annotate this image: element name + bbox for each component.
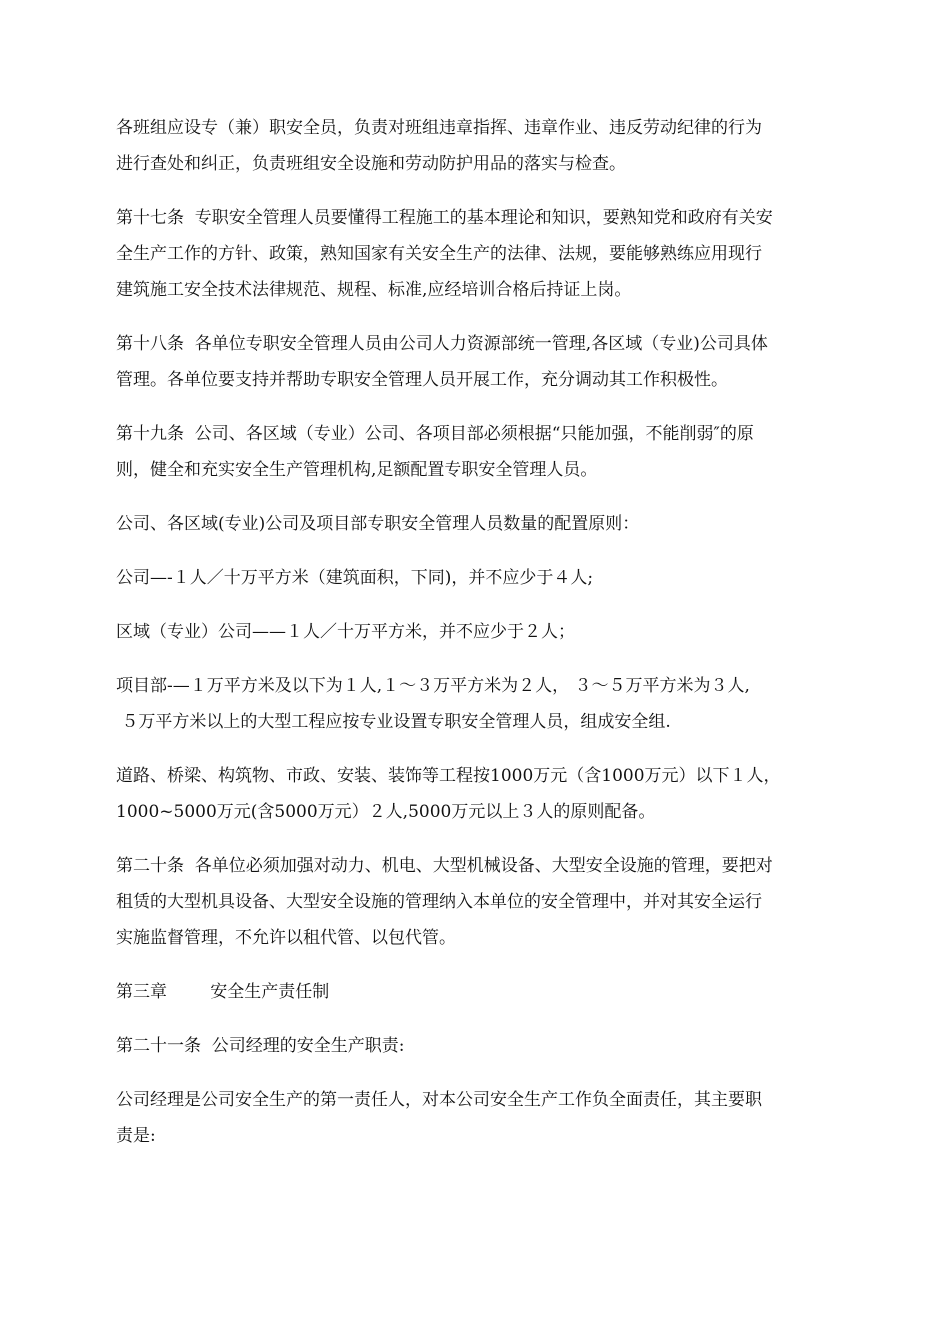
text-line: 第十八条 各单位专职安全管理人员由公司人力资源部统一管理,各区域（专业)公司具体 [116,334,768,354]
text-line: 建筑施工安全技术法律规范、规程、标准,应经培训合格后持证上岗。 [116,280,632,300]
paragraph [116,974,846,1010]
text-line: 实施监督管理，不允许以租代管、以包代管。 [116,928,456,948]
paragraph [116,1028,846,1064]
text-line: 道路、桥梁、构筑物、市政、安装、装饰等工程按1000万元（含1000万元）以下１人， [116,766,781,786]
text-line: 公司经理是公司安全生产的第一责任人，对本公司安全生产工作负全面责任，其主要职 [116,1090,762,1110]
text-line: 全生产工作的方针、政策，熟知国家有关安全生产的法律、法规，要能够熟练应用现行 [116,244,762,264]
text-line: 各班组应设专（兼）职安全员，负责对班组违章指挥、违章作业、违反劳动纪律的行为 [116,118,762,138]
paragraph [116,1082,846,1154]
text-line: 第十七条 专职安全管理人员要懂得工程施工的基本理论和知识，要熟知党和政府有关安 [116,208,773,228]
text-line: 第二十条 各单位必须加强对动力、机电、大型机械设备、大型安全设施的管理，要把对 [116,856,773,876]
text-line: 第十九条 公司、各区域（专业）公司、各项目部必须根据“只能加强，不能削弱″的原 [116,424,754,444]
paragraph [116,110,846,182]
text-line: 管理。各单位要支持并帮助专职安全管理人员开展工作，充分调动其工作积极性。 [116,370,728,390]
paragraph [116,848,846,956]
paragraph [116,560,846,596]
paragraph [116,326,846,398]
paragraph [116,416,846,488]
text-line: 责是: [116,1126,156,1146]
document-page [116,110,846,1172]
text-line: 第二十一条 公司经理的安全生产职责: [116,1036,405,1056]
text-line: 则，健全和充实安全生产管理机构,足额配置专职安全管理人员。 [116,460,598,480]
text-line: 项目部-—１万平方米及以下为１人,１～３万平方米为２人， ３～５万平方米为３人, [116,676,750,696]
text-line: 区域（专业）公司——１人／十万平方米，并不应少于２人； [116,622,575,642]
text-line: ５万平方米以上的大型工程应按专业设置专职安全管理人员，组成安全组. [116,712,671,732]
text-line: 第三章 安全生产责任制 [116,982,330,1002]
text-line: 公司、各区域(专业)公司及项目部专职安全管理人员数量的配置原则： [116,514,640,534]
paragraph [116,506,846,542]
text-line: 进行查处和纠正，负责班组安全设施和劳动防护用品的落实与检查。 [116,154,626,174]
text-line: 租赁的大型机具设备、大型安全设施的管理纳入本单位的安全管理中，并对其安全运行 [116,892,762,912]
paragraph [116,668,846,740]
paragraph [116,758,846,830]
paragraph [116,200,846,308]
text-line: 1000~5000万元(含5000万元）２人,5000万元以上３人的原则配备。 [116,802,656,822]
text-line: 公司—-１人／十万平方米（建筑面积，下同)，并不应少于４人; [116,568,594,588]
paragraph [116,614,846,650]
